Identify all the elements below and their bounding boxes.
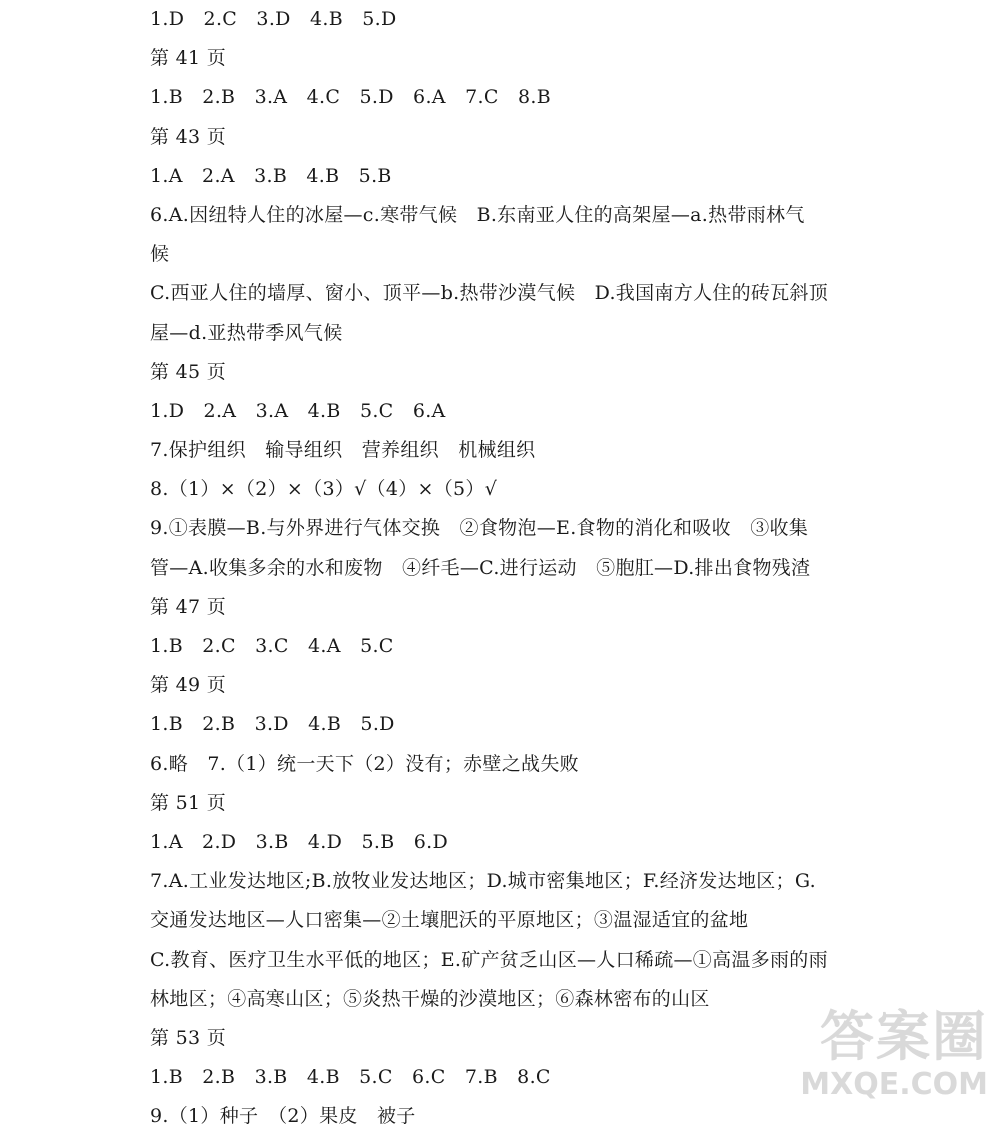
page-heading: 第 53 页 [150,1026,227,1049]
answer-line: 9.（1）种子 （2）果皮 被子 [150,1105,416,1128]
answer-line: 屋—d.亚热带季风气候 [150,321,343,344]
page-heading: 第 45 页 [150,360,227,383]
answer-line: 1.B 2.B 3.B 4.B 5.C 6.C 7.B 8.C [150,1066,551,1089]
answer-line: C.西亚人住的墙厚、窗小、顶平—b.热带沙漠气候 D.我国南方人住的砖瓦斜顶 [150,282,829,305]
answer-line: 6.A.因纽特人住的冰屋—c.寒带气候 B.东南亚人住的高架屋—a.热带雨林气 [150,203,805,226]
answer-line: 候 [150,243,170,266]
page-heading: 第 41 页 [150,47,227,70]
answer-line: 7.A.工业发达地区;B.放牧业发达地区；D.城市密集地区；F.经济发达地区；G. [150,870,816,893]
answer-line: 林地区；④高寒山区；⑤炎热干燥的沙漠地区；⑥森林密布的山区 [150,987,710,1010]
answer-line: 1.A 2.D 3.B 4.D 5.B 6.D [150,830,449,853]
watermark-url: MXQE.COM [800,1067,988,1102]
site-watermark [788,1007,988,1127]
watermark-logo: 答案圈 [820,1005,988,1068]
answer-line: 1.D 2.C 3.D 4.B 5.D [150,8,397,30]
answer-line: 8.（1）×（2）×（3）√（4）×（5）√ [150,478,498,501]
answer-line: 7.保护组织 输导组织 营养组织 机械组织 [150,439,536,462]
answer-line: 管—A.收集多余的水和废物 ④纤毛—C.进行运动 ⑤胞肛—D.排出食物残渣 [150,556,811,579]
answer-line: 1.B 2.B 3.A 4.C 5.D 6.A 7.C 8.B [150,86,551,109]
page-heading: 第 47 页 [150,595,227,618]
answer-line: 1.B 2.C 3.C 4.A 5.C [150,635,394,657]
answer-line: 1.A 2.A 3.B 4.B 5.B [150,164,392,187]
answer-text-block [150,0,870,1136]
answer-line: 6.略 7.（1）统一天下（2）没有；赤壁之战失败 [150,752,579,775]
answer-line: 交通发达地区—人口密集—②土壤肥沃的平原地区；③温湿适宜的盆地 [150,909,749,932]
answer-line: C.教育、医疗卫生水平低的地区；E.矿产贫乏山区—人口稀疏—①高温多雨的雨 [150,948,828,971]
answer-line: 1.B 2.B 3.D 4.B 5.D [150,713,395,736]
page-heading: 第 49 页 [150,674,227,697]
page-heading: 第 43 页 [150,125,227,148]
page-heading: 第 51 页 [150,791,227,814]
answer-line: 1.D 2.A 3.A 4.B 5.C 6.A [150,399,446,422]
answer-line: 9.①表膜—B.与外界进行气体交换 ②食物泡—E.食物的消化和吸收 ③收集 [150,517,809,540]
